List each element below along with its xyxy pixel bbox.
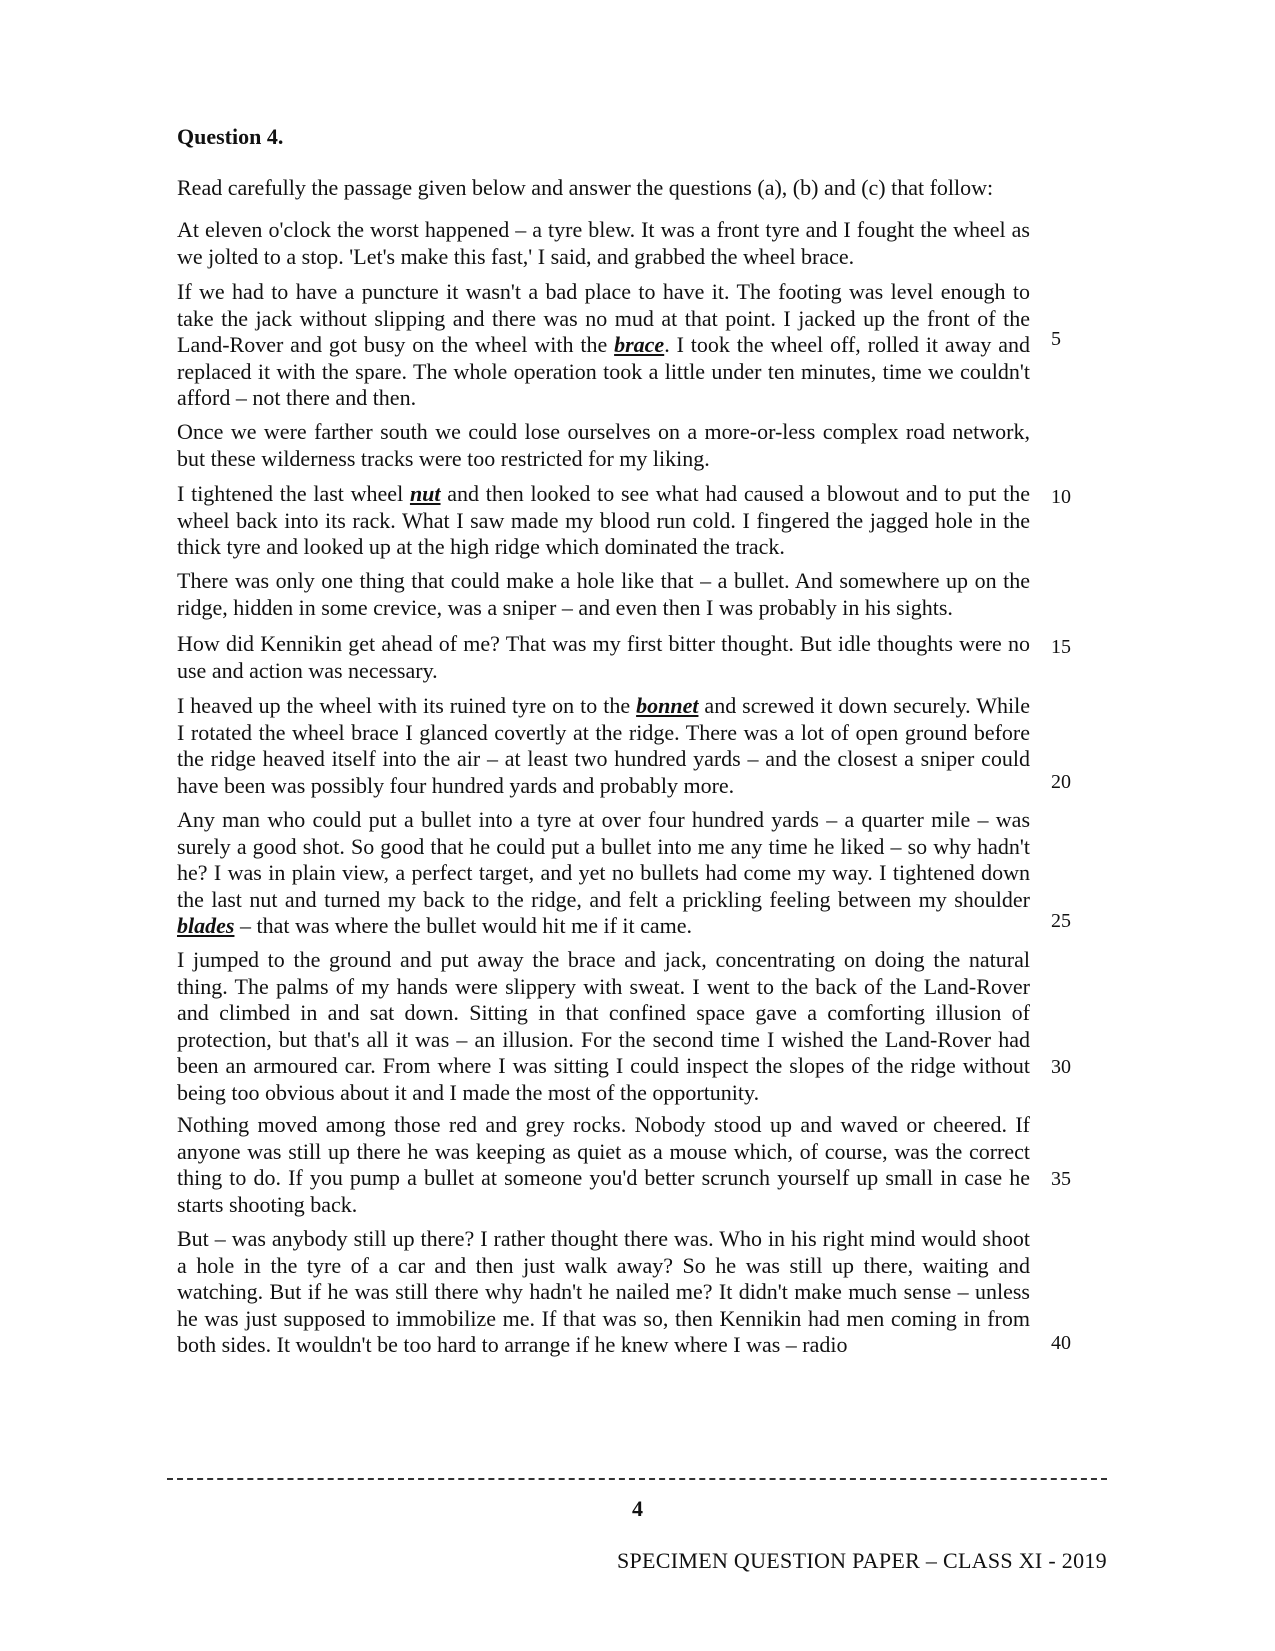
passage-paragraph-3: Once we were farther south we could lose ourselves on a more-or-less complex road network, but these wilderness tracks were too restricted for my liking. bbox=[177, 419, 1030, 471]
paragraph-text: and then looked to see what had caused a blowout and to put the wheel back into its rack. What I saw made my blood run cold. I fingered the jagged hole in the thick tyre and looked up at the high ridge which dominated the track. bbox=[177, 481, 1030, 559]
passage-paragraph-9: I jumped to the ground and put away the brace and jack, concentrating on doing the natural thing. The palms of my hands were slippery with sweat. I went to the back of the Land-Rover and climbed in and sat down. Sitting in that confined space gave a comforting illusion of protection, but that's all it was – an illusion. For the second time I wished the Land-Rover had been an armoured car. From where I was sitting I could inspect the slopes of the ridge without being too obvious about it and I made the most of the opportunity. bbox=[177, 947, 1030, 1105]
line-number: 25 bbox=[1051, 910, 1071, 932]
highlighted-word-brace: brace bbox=[614, 332, 665, 357]
paragraph-text: – that was where the bullet would hit me if it came. bbox=[234, 913, 693, 938]
passage-paragraph-5: There was only one thing that could make a hole like that – a bullet. And somewhere up on the ridge, hidden in some crevice, was a sniper – and even then I was probably in his sights. bbox=[177, 568, 1030, 620]
passage-paragraph-4 bbox=[177, 481, 1030, 561]
footer-divider bbox=[167, 1478, 1107, 1480]
paragraph-text: . I took the wheel off, rolled it away and replaced it with the spare. The whole operation took a little under ten minutes, time we couldn't afford – not there and then. bbox=[177, 332, 1030, 410]
paragraph-text: and screwed it down securely. While I rotated the wheel brace I glanced covertly at the ridge. There was a lot of open ground before the ridge heaved itself into the air – at least two hundred yards – and the closest a sniper could have been was possibly four hundred yards and probably more. bbox=[177, 693, 1031, 798]
paragraph-text: I heaved up the wheel with its ruined tyre on to the bbox=[177, 693, 637, 718]
highlighted-word-blades: blades bbox=[177, 913, 235, 938]
passage-paragraph-6: How did Kennikin get ahead of me? That was my first bitter thought. But idle thoughts were no use and action was necessary. bbox=[177, 631, 1030, 683]
line-number: 15 bbox=[1051, 636, 1071, 658]
instructions: Read carefully the passage given below and answer the questions (a), (b) and (c) that follow: bbox=[177, 175, 994, 200]
highlighted-word-bonnet: bonnet bbox=[636, 693, 699, 718]
question-title: Question 4. bbox=[177, 124, 284, 149]
passage-paragraph-2 bbox=[177, 279, 1030, 412]
passage-paragraph-7 bbox=[177, 693, 1030, 799]
highlighted-word-nut: nut bbox=[409, 481, 441, 506]
line-number: 30 bbox=[1051, 1056, 1071, 1078]
line-number: 5 bbox=[1051, 328, 1061, 350]
footer-text: SPECIMEN QUESTION PAPER – CLASS XI - 2019 bbox=[616, 1548, 1107, 1573]
line-number: 40 bbox=[1051, 1332, 1071, 1354]
paragraph-text: If we had to have a puncture it wasn't a bad place to have it. The footing was level enough to take the jack without slipping and there was no mud at that point. I jacked up the front of the Land-Rover and got busy on the wheel with the bbox=[177, 279, 1030, 357]
line-number: 35 bbox=[1051, 1168, 1071, 1190]
passage-paragraph-11: But – was anybody still up there? I rather thought there was. Who in his right mind would shoot a hole in the tyre of a car and then just walk away? So he was still up there, waiting and watching. But if he was still there why hadn't he nailed me? It didn't make much sense – unless he was just supposed to immobilize me. If that was so, then Kennikin had men coming in from both sides. It wouldn't be too hard to arrange if he knew where I was – radio bbox=[177, 1226, 1030, 1357]
line-number: 10 bbox=[1051, 486, 1071, 508]
passage-paragraph-1: At eleven o'clock the worst happened – a tyre blew. It was a front tyre and I fought the wheel as we jolted to a stop. 'Let's make this fast,' I said, and grabbed the wheel brace. bbox=[177, 217, 1030, 269]
line-number: 20 bbox=[1051, 771, 1071, 793]
paragraph-text: I tightened the last wheel bbox=[177, 481, 410, 506]
passage-paragraph-8 bbox=[177, 807, 1030, 940]
page-number: 4 bbox=[632, 1496, 643, 1521]
passage-paragraph-10: Nothing moved among those red and grey rocks. Nobody stood up and waved or cheered. If anyone was still up there he was keeping as quiet as a mouse which, of course, was the correct thing to do. If you pump a bullet at someone you'd better scrunch yourself up small in case he starts shooting back. bbox=[177, 1112, 1030, 1217]
paragraph-text: Any man who could put a bullet into a tyre at over four hundred yards – a quarter mile – was surely a good shot. So good that he could put a bullet into me any time he liked – so why hadn't he? I was in plain view, a perfect target, and yet no bullets had come my way. I tightened down the last nut and turned my back to the ridge, and felt a prickling feeling between my shoulder bbox=[177, 807, 1030, 912]
